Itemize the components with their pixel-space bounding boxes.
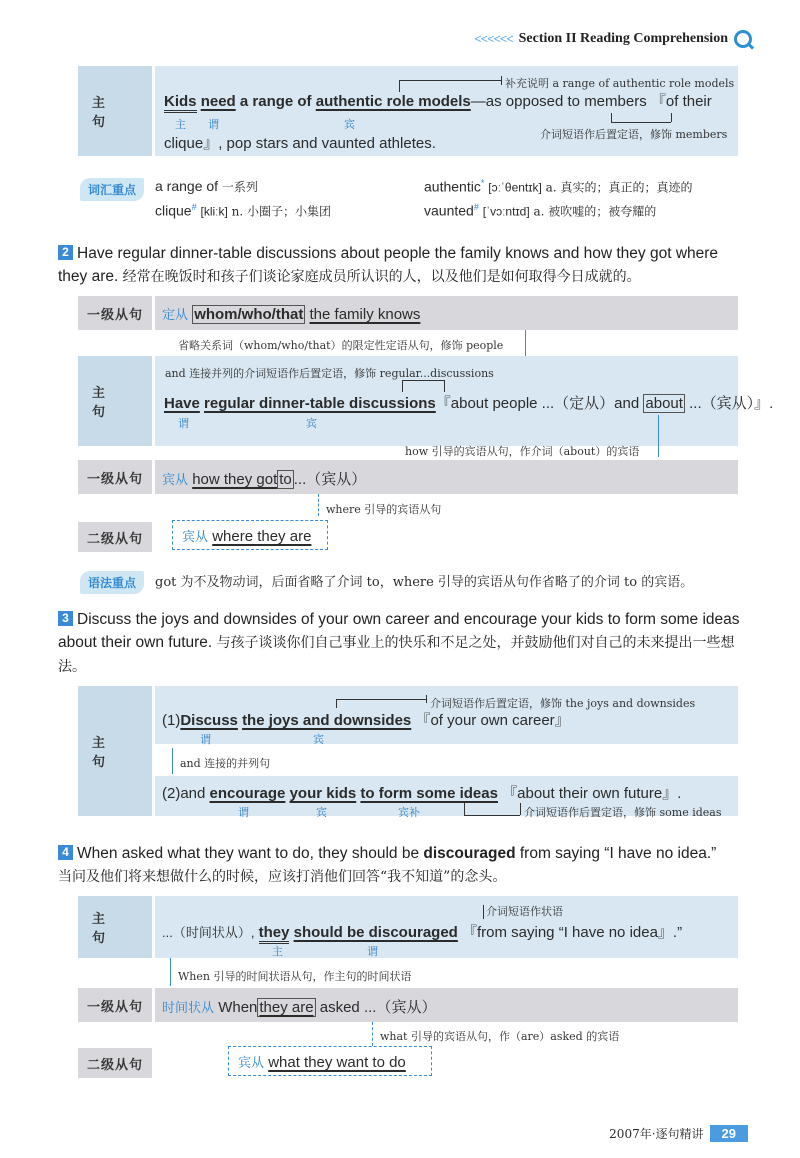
s2-main-clause: Have regular dinner-table discussions『about people ...（定从）and about ...（宾从）』. [164,395,774,412]
footer-title: 2007年·逐句精讲 [609,1127,704,1141]
sentence-4: 4 When asked what they want to do, they should be discouraged from saying “I have no idea.” 当问及他们将来想做什么的时候，应该打消他们回答“我不知道”的念头。 [58,845,717,885]
page-number: 29 [710,1125,748,1142]
page-footer [609,1125,748,1142]
grammar-tag: 语法重点 [80,571,144,594]
label-l1: 一级从句 [78,460,152,494]
label-l1: 一级从句 [78,988,152,1022]
header-arrows: <<<<<< [474,31,513,46]
s4-secondary-clause: 宾从 what they want to do [238,1054,406,1071]
vocab-item: vaunted# [ˈvɔːntɪd] a. 被吹嘘的；被夸耀的 [424,202,657,219]
s4-main-clause: ...（时间状从）, they should be discouraged 『from saying “I have no idea』.” [162,921,682,942]
sentence-2: 2 Have regular dinner-table discussions about people the family knows and how they got where they are. 经常在晚饭时和孩子们谈论家庭成员所认识的人，以及他们是如何取得今日成就的。 [58,245,719,285]
label-l2: 二级从句 [78,1048,152,1078]
s3-line1: (1)Discuss the joys and downsides 『of your own career』 [162,712,570,729]
vocab-item: clique# [kliːk] n. 小圈子；小集团 [155,202,332,219]
note-postmodifier: 介词短语作后置定语，修饰 members [540,128,728,141]
running-header [474,30,752,48]
block1-line1: Kids need a range of authentic role models—as opposed to members 『of their [164,90,712,111]
search-icon [734,30,752,48]
label-main-3: 主 句 [78,686,152,816]
vocab-item: authentic* [ɔːˈθentɪk] a. 真实的；真正的；真迹的 [424,178,693,195]
vocab-tag: 词汇重点 [80,178,144,201]
label-l1: 一级从句 [78,296,152,330]
s2-object-clause: 宾从 how they got to ...（宾从） [162,471,367,488]
header-title: Section II Reading Comprehension [518,31,728,46]
sentence-3: 3 Discuss the joys and downsides of your own career and encourage your kids to form some ideas about their own future. 与孩子谈谈你们自己事业上的快乐和不足之处，并鼓励他们对自己的未来提出一些想法。 [58,611,740,675]
label-main-1: 主 句 [78,66,152,156]
s2-attrib-clause: 定从 whom/who/that the family knows [162,306,421,323]
note-supplement: 补充说明 a range of authentic role models [505,77,735,90]
s3-line2: (2)and encourage your kids to form some ideas 『about their own future』. [162,785,682,802]
vocab-item: a range of 一系列 [155,178,258,194]
block1-line2: clique』, pop stars and vaunted athletes. [164,135,436,152]
grammar-note: got 为不及物动词，后面省略了介词 to，where 引导的宾语从句作省略了的介词 to 的宾语。 [155,575,694,590]
s2-secondary-clause: 宾从 where they are [182,528,312,545]
s4-time-clause: 时间状从 When they are asked ...（宾从） [162,999,437,1016]
label-l2: 二级从句 [78,522,152,552]
label-main-2: 主 句 [78,356,152,446]
label-main-4: 主 句 [78,896,152,958]
